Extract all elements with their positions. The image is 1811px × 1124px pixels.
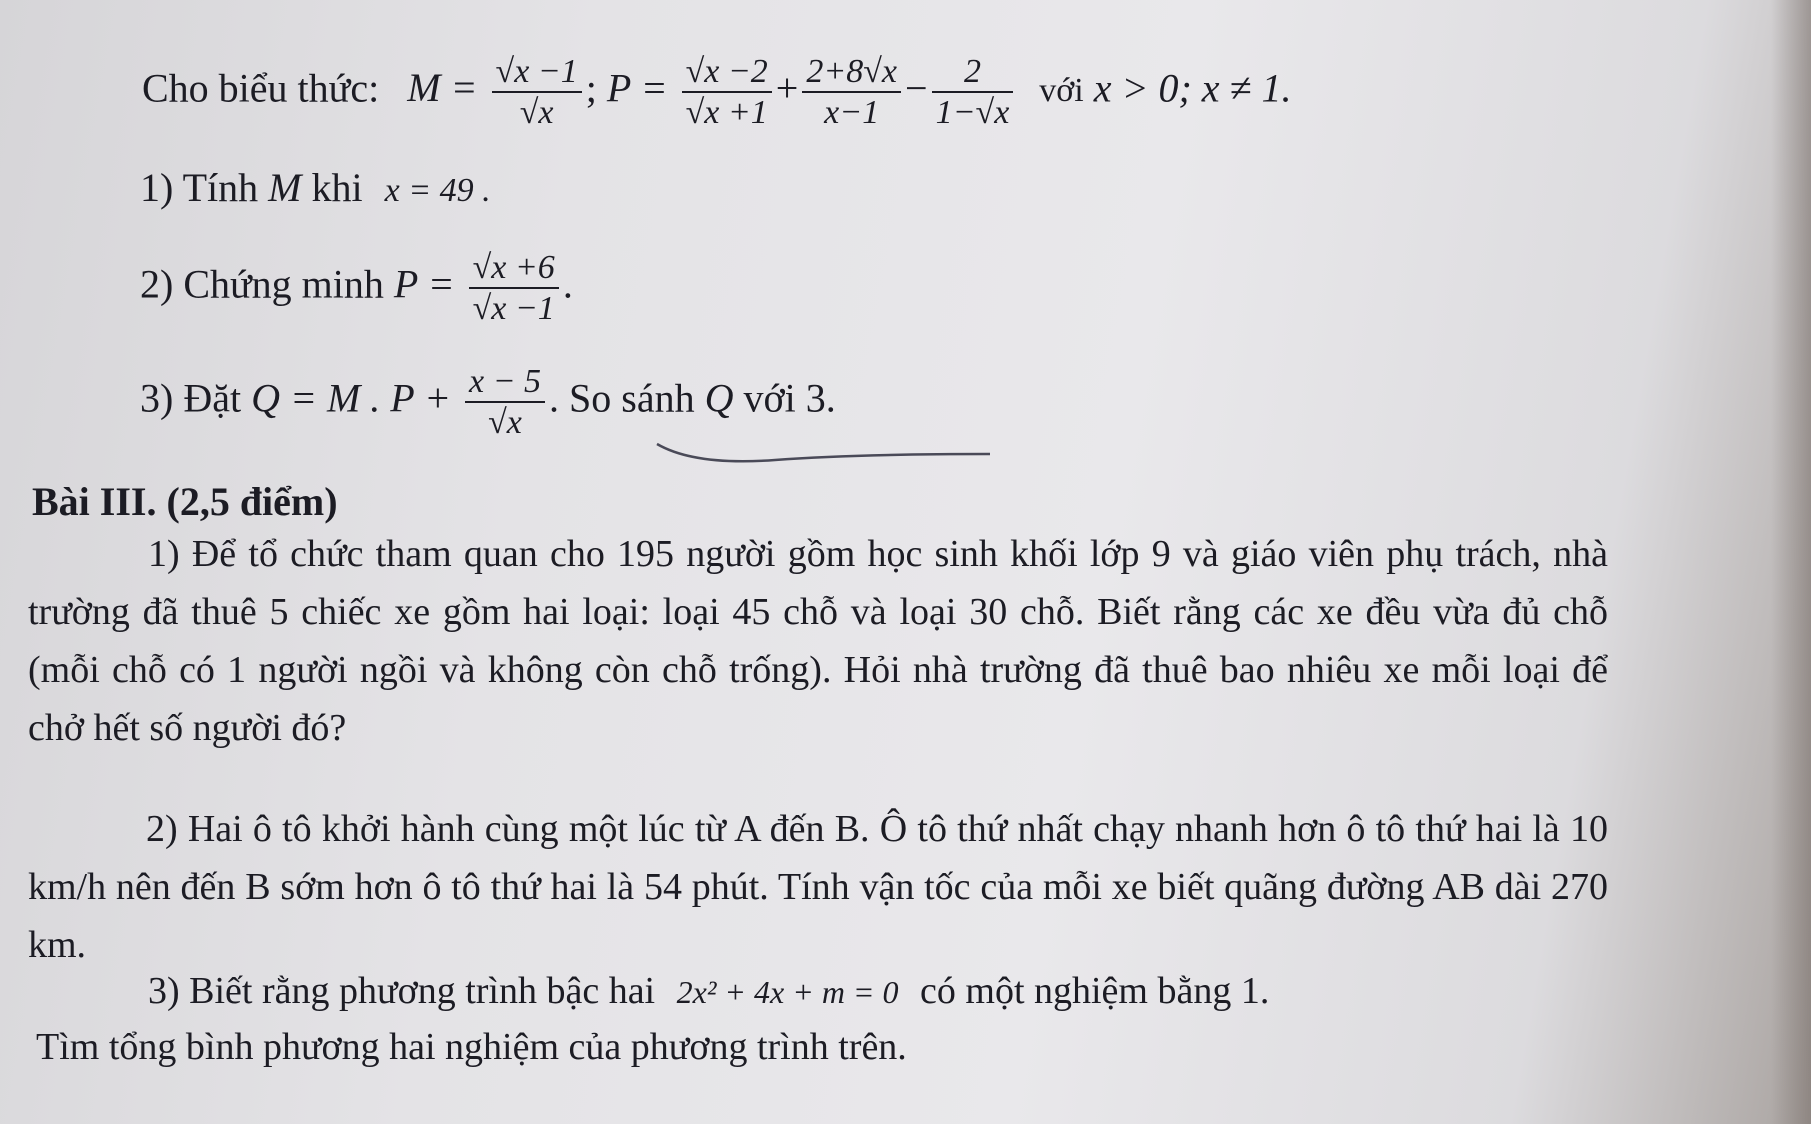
q2-fraction <box>469 248 559 328</box>
fraction-P1 <box>682 52 772 132</box>
condition-word: với <box>1039 72 1084 110</box>
intro-line <box>142 52 1292 132</box>
q1-label: 1) Tính <box>140 165 259 210</box>
section-3-part-3-line-2: Tìm tổng bình phương hai nghiệm của phương trình trên. <box>36 1026 907 1068</box>
question-2 <box>140 248 573 328</box>
question-1 <box>140 165 491 210</box>
question-3 <box>140 362 836 442</box>
plus-sign: + <box>775 65 799 111</box>
q3-fraction <box>465 362 545 442</box>
q3-label: 3) Đặt <box>140 375 242 421</box>
intro-lead: Cho biểu thức: <box>142 65 380 111</box>
minus-sign: − <box>905 65 928 111</box>
q2-denominator: √x −1 <box>472 290 555 328</box>
q1-value: x = 49 . <box>384 172 491 209</box>
q1-var: M <box>268 165 302 210</box>
q2-lhs: P = <box>393 261 455 307</box>
fraction-P3 <box>932 52 1014 132</box>
fraction-P2-numerator: 2+8√x <box>802 52 901 93</box>
separator: ; <box>585 65 597 111</box>
fraction-M <box>492 52 582 132</box>
q2-label: 2) Chứng minh <box>140 261 384 307</box>
fraction-M-numerator: √x −1 <box>492 52 582 93</box>
expr-M-lhs: M = <box>407 65 478 111</box>
fraction-P3-denominator: 1−√x <box>935 94 1010 132</box>
paper-edge-shadow <box>1771 0 1811 1124</box>
expr-P-lhs: P = <box>606 65 668 111</box>
condition: x > 0; x ≠ 1. <box>1093 65 1292 111</box>
q3-end: với 3. <box>743 375 836 421</box>
q3-expr: Q = M . P + <box>251 375 451 421</box>
q3-denominator: √x <box>488 404 522 442</box>
fraction-P1-numerator: √x −2 <box>682 52 772 93</box>
fraction-P3-numerator: 2 <box>932 52 1014 93</box>
q3-var: Q <box>704 375 734 421</box>
q2-end: . <box>562 261 573 307</box>
section-3-title: Bài III. (2,5 điểm) <box>32 479 338 524</box>
fraction-M-denominator: √x <box>519 94 554 132</box>
handwritten-underline-mark <box>655 440 995 470</box>
fraction-P1-denominator: √x +1 <box>685 94 768 132</box>
q2-numerator: √x +6 <box>469 248 559 289</box>
fraction-P2-denominator: x−1 <box>824 94 880 132</box>
fraction-P2 <box>802 52 901 132</box>
q3-numerator: x − 5 <box>465 362 545 403</box>
q1-text: khi <box>311 165 363 210</box>
q3-text: . So sánh <box>549 375 695 421</box>
p3-text-a: 3) Biết rằng phương trình bậc hai <box>148 970 656 1012</box>
p3-equation: 2x² + 4x + m = 0 <box>676 974 899 1010</box>
p3-text-b: có một nghiệm bằng 1. <box>920 970 1270 1012</box>
section-3-part-3-line-1 <box>148 972 1269 1010</box>
section-3-part-1: 1) Để tổ chức tham quan cho 195 người gồm học sinh khối lớp 9 và giáo viên phụ trách, nhà trường đã thuê 5 chiếc xe gồm hai loại: loại 45 chỗ và loại 30 chỗ. Biết rằng các xe đều vừa đủ chỗ (mỗi chỗ có 1 người ngồi và không còn chỗ trống). Hỏi nhà trường đã thuê bao nhiêu xe mỗi loại để chở hết số người đó? <box>28 533 1608 749</box>
section-3-part-2: 2) Hai ô tô khởi hành cùng một lúc từ A đến B. Ô tô thứ nhất chạy nhanh hơn ô tô thứ hai là 10 km/h nên đến B sớm hơn ô tô thứ hai là 54 phút. Tính vận tốc của mỗi xe biết quãng đường AB dài 270 km. <box>28 808 1608 966</box>
